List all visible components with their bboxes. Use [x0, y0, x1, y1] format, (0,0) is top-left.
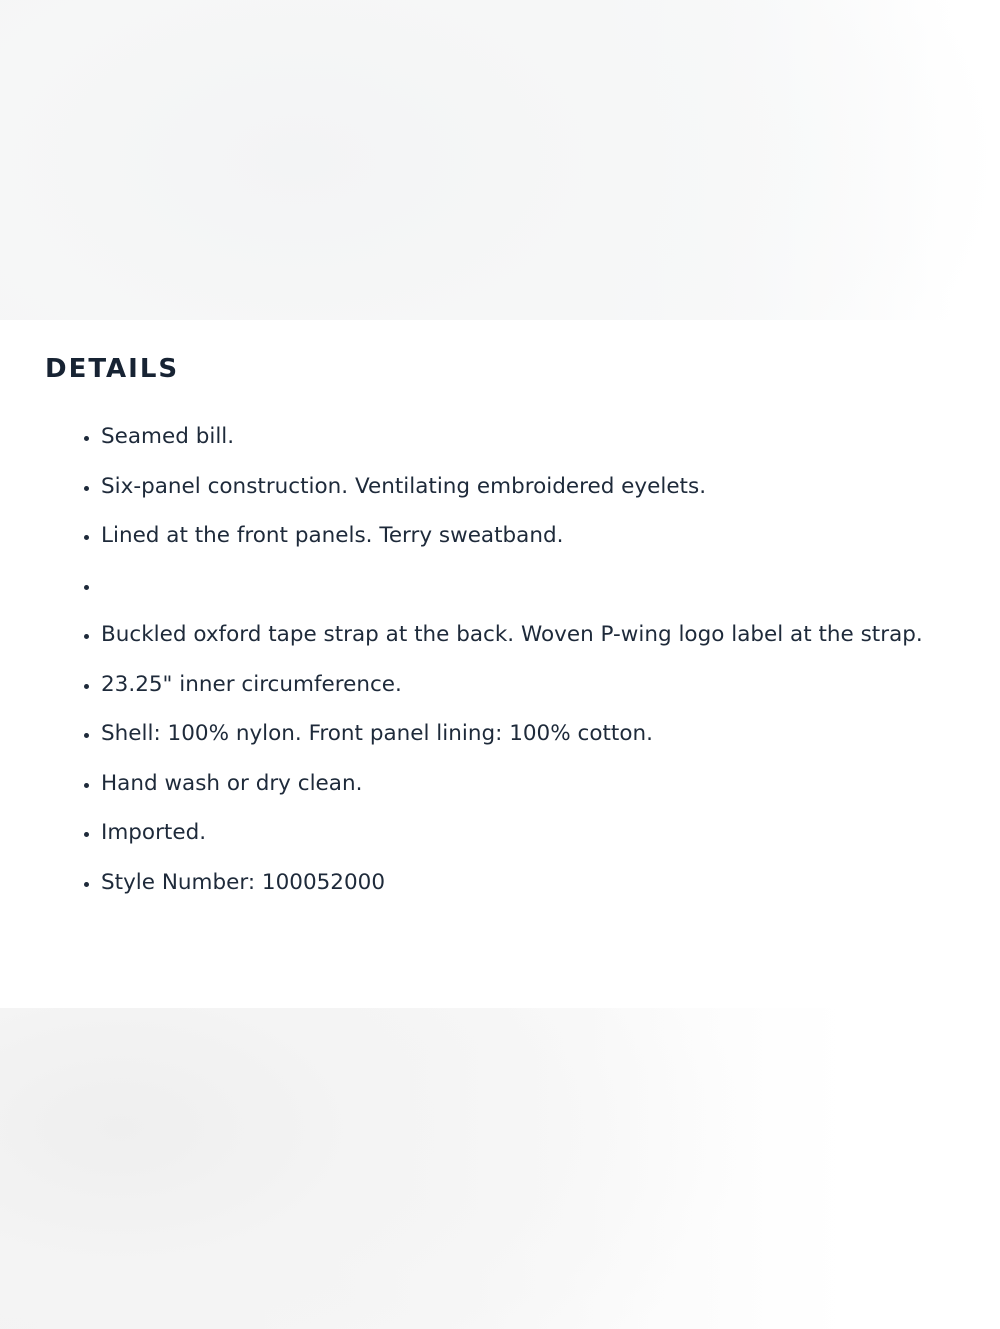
details-heading: DETAILS [45, 354, 180, 384]
list-item-empty [101, 561, 981, 611]
list-item: • Six-panel construction. Ventilating embroidered eyelets. [101, 462, 981, 512]
product-image-bottom [0, 1008, 1000, 1329]
product-image-top [0, 0, 1000, 320]
details-section [0, 320, 1000, 1008]
list-item: • Buckled oxford tape strap at the back. Woven P-wing logo label at the strap. [101, 610, 981, 660]
list-item: • Imported. [101, 808, 981, 858]
details-list [60, 412, 981, 907]
list-item: • Hand wash or dry clean. [101, 759, 981, 809]
list-item: • Style Number: 100052000 [101, 858, 981, 908]
list-item: • Seamed bill. [101, 412, 981, 462]
list-item: • Shell: 100% nylon. Front panel lining: 100% cotton. [101, 709, 981, 759]
list-item: • Lined at the front panels. Terry sweatband. [101, 511, 981, 561]
list-item: • 23.25" inner circumference. [101, 660, 981, 710]
